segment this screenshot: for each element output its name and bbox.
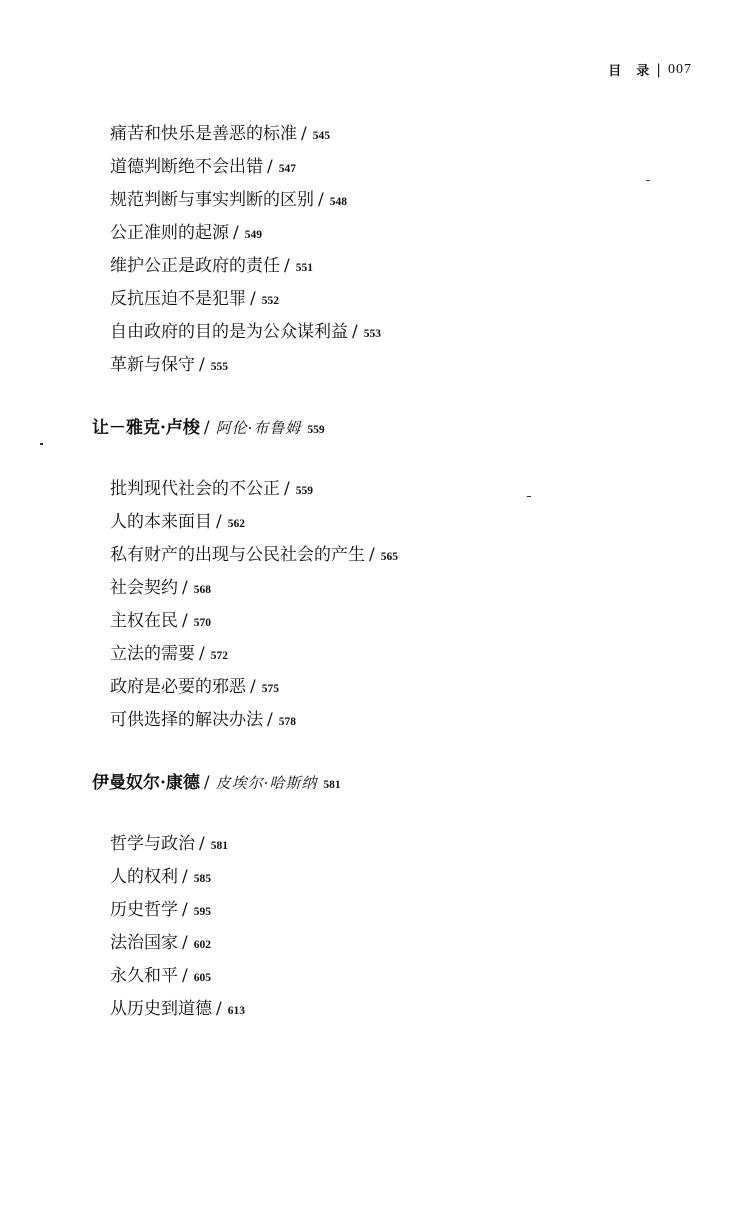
toc-entry-title: 从历史到道德 (110, 999, 212, 1019)
toc-entry-page: 575 (261, 683, 279, 695)
toc-entry-title: 历史哲学 (110, 900, 178, 920)
toc-entry-title: 主权在民 (110, 611, 178, 631)
toc-entry-page: 570 (193, 617, 211, 629)
toc-entry[interactable] (0, 861, 754, 894)
toc-entry-page: 613 (227, 1005, 245, 1017)
chapter-title: 让－雅克·卢梭 (92, 418, 200, 438)
toc-entry[interactable] (0, 316, 754, 349)
toc-entry[interactable] (0, 151, 754, 184)
header-separator: | (656, 61, 662, 78)
toc-slash: / (318, 190, 324, 210)
toc-entry-page: 568 (193, 584, 211, 596)
toc-entry-title: 永久和平 (110, 966, 178, 986)
toc-slash: / (182, 578, 188, 598)
toc-slash: / (250, 677, 256, 697)
table-of-contents (0, 118, 754, 1026)
toc-entry-title: 人的本来面目 (110, 512, 212, 532)
toc-slash: / (284, 256, 290, 276)
toc-entry[interactable] (0, 250, 754, 283)
toc-entry-title: 政府是必要的邪恶 (110, 677, 246, 697)
toc-entry[interactable] (0, 349, 754, 382)
toc-entry-title: 革新与保守 (110, 355, 195, 375)
toc-slash: / (369, 545, 375, 565)
toc-entry-page: 572 (210, 650, 228, 662)
toc-slash: / (352, 322, 358, 342)
toc-entry-page: 565 (380, 551, 398, 563)
chapter-page: 559 (307, 424, 325, 436)
toc-entry-title: 哲学与政治 (110, 834, 195, 854)
toc-entry[interactable] (0, 184, 754, 217)
toc-slash: / (250, 289, 256, 309)
toc-entry[interactable] (0, 605, 754, 638)
header-page-number: 007 (668, 61, 692, 77)
toc-entry[interactable] (0, 283, 754, 316)
toc-entry[interactable] (0, 506, 754, 539)
toc-entry[interactable] (0, 960, 754, 993)
toc-entry-page: 549 (244, 229, 262, 241)
toc-entry[interactable] (0, 993, 754, 1026)
toc-entry-title: 道德判断绝不会出错 (110, 157, 263, 177)
header-title: 目 录 (608, 64, 651, 79)
toc-entry-page: 581 (210, 840, 228, 852)
chapter-page: 581 (323, 779, 341, 791)
toc-slash: / (216, 999, 222, 1019)
toc-entry-page: 551 (295, 262, 313, 274)
toc-entry-title: 维护公正是政府的责任 (110, 256, 280, 276)
toc-entry-page: 602 (193, 939, 211, 951)
toc-entry[interactable] (0, 704, 754, 737)
scan-speck (646, 180, 650, 181)
toc-section-2 (0, 767, 754, 1026)
toc-entry[interactable] (0, 572, 754, 605)
toc-slash: / (182, 900, 188, 920)
toc-slash: / (199, 355, 205, 375)
toc-entry[interactable] (0, 473, 754, 506)
toc-entry[interactable] (0, 638, 754, 671)
toc-slash: / (199, 834, 205, 854)
toc-slash: / (182, 933, 188, 953)
chapter-author: 皮埃尔·哈斯纳 (215, 774, 318, 792)
toc-entry-title: 反抗压迫不是犯罪 (110, 289, 246, 309)
toc-slash: / (182, 966, 188, 986)
toc-entry[interactable] (0, 828, 754, 861)
toc-entry-page: 552 (261, 295, 279, 307)
toc-entry-page: 595 (193, 906, 211, 918)
toc-entry[interactable] (0, 217, 754, 250)
toc-entry-title: 自由政府的目的是为公众谋利益 (110, 322, 348, 342)
toc-entry-page: 559 (295, 485, 313, 497)
toc-slash: / (182, 611, 188, 631)
toc-entry-page: 578 (278, 716, 296, 728)
toc-slash: / (203, 773, 210, 793)
toc-entry-page: 555 (210, 361, 228, 373)
toc-entry-title: 痛苦和快乐是善恶的标准 (110, 124, 297, 144)
toc-entry-title: 人的权利 (110, 867, 178, 887)
toc-entry-title: 社会契约 (110, 578, 178, 598)
toc-entry[interactable] (0, 894, 754, 927)
toc-entry[interactable] (0, 539, 754, 572)
toc-entry-title: 规范判断与事实判断的区别 (110, 190, 314, 210)
toc-entry[interactable] (0, 671, 754, 704)
toc-chapter-heading[interactable] (0, 767, 754, 800)
scan-speck (40, 443, 43, 445)
toc-entry-page: 562 (227, 518, 245, 530)
toc-slash: / (284, 479, 290, 499)
toc-section-1 (0, 412, 754, 737)
toc-slash: / (216, 512, 222, 532)
toc-entry-page: 553 (363, 328, 381, 340)
toc-slash: / (267, 157, 273, 177)
toc-entry-page: 585 (193, 873, 211, 885)
toc-entry-title: 私有财产的出现与公民社会的产生 (110, 545, 365, 565)
toc-entry-title: 立法的需要 (110, 644, 195, 664)
toc-slash: / (199, 644, 205, 664)
toc-entry[interactable] (0, 927, 754, 960)
toc-slash: / (182, 867, 188, 887)
toc-entry[interactable] (0, 118, 754, 151)
toc-entry-title: 批判现代社会的不公正 (110, 479, 280, 499)
toc-chapter-heading[interactable] (0, 412, 754, 445)
toc-entry-title: 法治国家 (110, 933, 178, 953)
toc-slash: / (267, 710, 273, 730)
toc-slash: / (203, 418, 210, 438)
toc-entry-page: 545 (312, 130, 330, 142)
running-header (608, 60, 692, 79)
toc-entry-page: 605 (193, 972, 211, 984)
toc-section-0 (0, 118, 754, 382)
scan-speck (527, 496, 531, 497)
toc-entry-page: 548 (329, 196, 347, 208)
toc-entry-title: 公正准则的起源 (110, 223, 229, 243)
toc-slash: / (301, 124, 307, 144)
chapter-title: 伊曼奴尔·康德 (92, 773, 200, 793)
toc-entry-title: 可供选择的解决办法 (110, 710, 263, 730)
chapter-author: 阿伦·布鲁姆 (215, 419, 302, 437)
toc-slash: / (233, 223, 239, 243)
toc-entry-page: 547 (278, 163, 296, 175)
